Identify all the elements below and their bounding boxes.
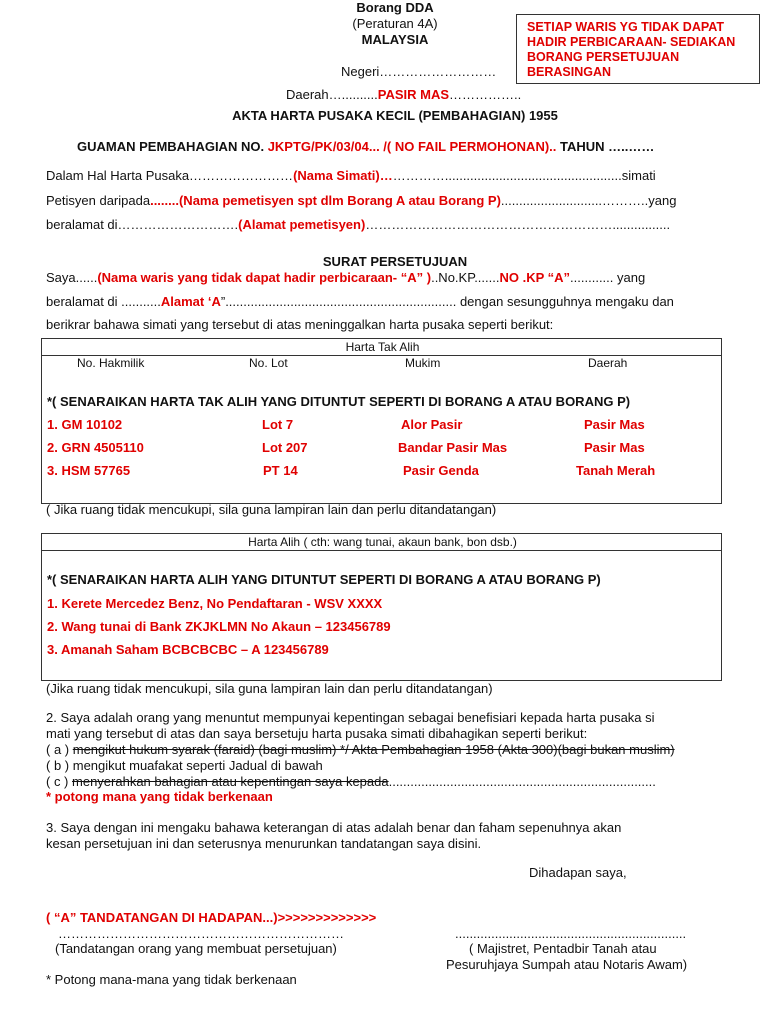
movable-item: 2. Wang tunai di Bank ZKJKLMN No Akaun – 123456789 xyxy=(47,619,391,634)
title-no: 3. HSM 57765 xyxy=(47,463,131,478)
strike-note: * potong mana yang tidak berkenaan xyxy=(46,789,273,804)
para2-line-2: mati yang tersebut di atas dan saya bersetuju harta pusaka simati dibahagikan seperti berikut: xyxy=(46,726,588,741)
option-b-text: mengikut muafakat seperti Jadual di bawah xyxy=(72,758,323,773)
signature-dots-right: ................................................................ xyxy=(455,926,687,941)
col-daerah: Daerah xyxy=(588,356,628,370)
lot-no: Lot 207 xyxy=(262,440,308,455)
option-b xyxy=(46,758,323,773)
movable-note: (Jika ruang tidak mencukupi, sila guna lampiran lain dan perlu ditandatangan) xyxy=(46,681,493,696)
immovable-title: Harta Tak Alih xyxy=(345,340,420,354)
consent-declare: ”................................................................ dengan sesungguhnya mengaku dan xyxy=(220,294,674,309)
mukim: Pasir Genda xyxy=(403,463,479,478)
movable-title: Harta Alih ( cth: wang tunai, akaun bank, bon dsb.) xyxy=(248,535,517,549)
witness-caption-2: Pesuruhjaya Sumpah atau Notaris Awam) xyxy=(446,957,688,972)
immovable-property-box xyxy=(41,338,722,504)
district: Pasir Mas xyxy=(584,440,645,455)
case-number-value: JKPTG/PK/03/04... /( NO FAIL PERMOHONAN).. xyxy=(267,139,557,154)
form-title: Borang DDA xyxy=(356,0,434,15)
estate-label: Dalam Hal Harta Pusaka…………………… xyxy=(46,168,294,183)
estate-dots: ………….................................................simati xyxy=(392,168,656,183)
movable-item: 1. Kerete Mercedez Benz, No Pendaftaran - WSV XXXX xyxy=(47,596,383,611)
case-year-label: TAHUN xyxy=(560,139,605,154)
petition-line xyxy=(46,193,676,208)
consent-line-1 xyxy=(46,270,645,285)
immovable-instruction: *( SENARAIKAN HARTA TAK ALIH YANG DITUNTUT SEPERTI DI BORANG A ATAU BORANG P) xyxy=(47,394,631,409)
heir-name: (Nama waris yang tidak dapat hadir perbicaraan- “A” ) xyxy=(97,270,432,285)
col-mukim: Mukim xyxy=(405,356,441,370)
movable-item: 3. Amanah Saham BCBCBCBC – A 123456789 xyxy=(47,642,329,657)
footer-note: * Potong mana-mana yang tidak berkenaan xyxy=(46,972,297,987)
para3-line-1: 3. Saya dengan ini mengaku bahawa keterangan di atas adalah benar dan faham sepenuhnya akan xyxy=(46,820,622,835)
address-dots: …………………………………………………................ xyxy=(365,217,671,232)
address-label: beralamat di………………………. xyxy=(46,217,239,232)
option-c xyxy=(46,774,656,789)
daerah-dots: …………….. xyxy=(449,87,522,102)
address-line xyxy=(46,217,670,232)
col-title-no: No. Hakmilik xyxy=(77,356,145,370)
heir-ic: NO .KP “A” xyxy=(499,270,571,285)
col-lot-no: No. Lot xyxy=(249,356,288,370)
immovable-note: ( Jika ruang tidak mencukupi, sila guna lampiran lain dan perlu ditandatangan) xyxy=(46,502,497,517)
para3-line-2: kesan persetujuan ini dan seterusnya menurunkan tandatangan saya disini. xyxy=(46,836,482,851)
district: Tanah Merah xyxy=(576,463,656,478)
mukim: Bandar Pasir Mas xyxy=(398,440,508,455)
option-c-label: ( c ) xyxy=(46,774,69,789)
lot-no: Lot 7 xyxy=(262,417,294,432)
option-b-label: ( b ) xyxy=(46,758,70,773)
consent-line-3: berikrar bahawa simati yang tersebut di atas meninggalkan harta pusaka seperti berikut: xyxy=(46,317,554,332)
consent-yang: ............ yang xyxy=(570,270,646,285)
daerah-label: Daerah….......... xyxy=(286,87,378,102)
divider xyxy=(42,550,721,551)
case-number-line xyxy=(77,139,654,154)
signatory-caption: (Tandatangan orang yang membuat persetujuan) xyxy=(55,941,337,956)
ic-label: ..No.KP....... xyxy=(431,270,500,285)
petitioner-name: ........(Nama pemetisyen spt dlm Borang A atau Borang P) xyxy=(150,193,501,208)
title-no: 2. GRN 4505110 xyxy=(47,440,144,455)
title-no: 1. GM 10102 xyxy=(47,417,123,432)
option-a-text: mengikut hukum syarak (faraid) (bagi muslim) */ Akta Pembahagian 1958 (Akta 300)(bagi bukan muslim) xyxy=(72,742,675,757)
option-c-text: menyerahkan bahagian atau kepentingan saya kepada xyxy=(72,774,389,789)
district: Pasir Mas xyxy=(584,417,645,432)
lot-no: PT 14 xyxy=(263,463,298,478)
witnessed-label: Dihadapan saya, xyxy=(529,865,627,880)
form-rule: (Peraturan 4A) xyxy=(352,16,438,31)
case-year-dots: …..…… xyxy=(608,139,655,154)
petitioner-address: (Alamat pemetisyen) xyxy=(238,217,366,232)
case-number-label: GUAMAN PEMBAHAGIAN NO. xyxy=(77,139,265,154)
daerah-line xyxy=(286,87,521,102)
signature-dots-left: ………………………………………………………… xyxy=(58,926,344,941)
heir-address-label: beralamat di ........... xyxy=(46,294,161,309)
estate-line xyxy=(46,168,656,183)
para2-line-1: 2. Saya adalah orang yang menuntut mempunyai kepentingan sebagai benefisiari kepada harta pusaka si xyxy=(46,710,655,725)
petition-dots: ............................………..yang xyxy=(500,193,677,208)
movable-instruction: *( SENARAIKAN HARTA ALIH YANG DITUNTUT SEPERTI DI BORANG A ATAU BORANG P) xyxy=(47,572,601,587)
option-a xyxy=(46,742,675,757)
consent-saya: Saya...... xyxy=(46,270,98,285)
mukim: Alor Pasir xyxy=(401,417,463,432)
daerah-value: PASIR MAS xyxy=(377,87,450,102)
movable-property-box xyxy=(41,533,722,681)
consent-title: SURAT PERSETUJUAN xyxy=(322,254,468,269)
petition-label: Petisyen daripada xyxy=(46,193,151,208)
notice-box: SETIAP WARIS YG TIDAK DAPAT HADIR PERBICARAAN- SEDIAKAN BORANG PERSETUJUAN BERASINGAN xyxy=(516,14,760,84)
deceased-name: (Nama Simati)… xyxy=(293,168,393,183)
negeri-line: Negeri……………………… xyxy=(341,64,497,79)
consent-line-2 xyxy=(46,294,674,309)
option-a-label: ( a ) xyxy=(46,742,70,757)
form-country: MALAYSIA xyxy=(361,32,429,47)
witness-caption-1: ( Majistret, Pentadbir Tanah atau xyxy=(469,941,657,956)
act-title: AKTA HARTA PUSAKA KECIL (PEMBAHAGIAN) 1955 xyxy=(232,108,558,123)
sign-instruction: ( “A” TANDATANGAN DI HADAPAN...)>>>>>>>>>>>>> xyxy=(46,910,377,925)
option-c-dots: .......................................................................... xyxy=(388,774,656,789)
heir-address: Alamat ‘A xyxy=(160,294,221,309)
